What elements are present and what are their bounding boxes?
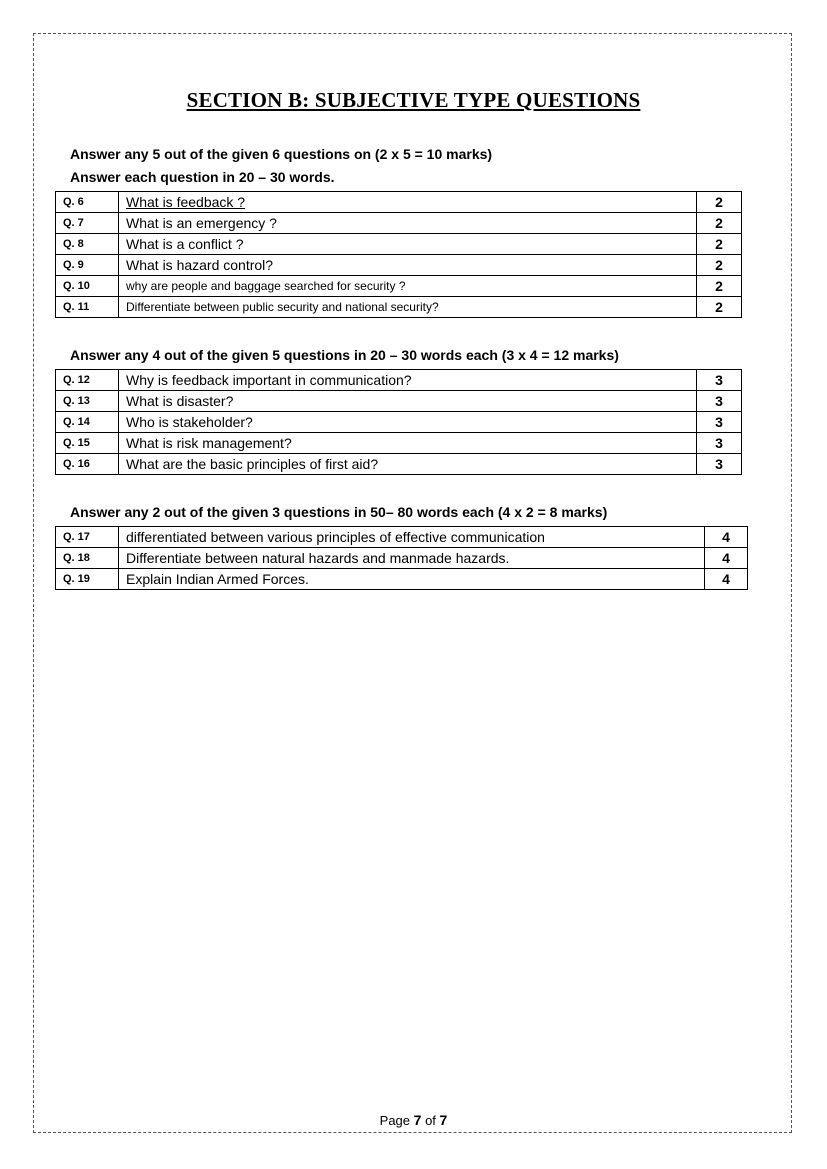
question-number: Q. 6 (56, 192, 119, 213)
question-marks: 2 (697, 297, 742, 318)
question-marks: 3 (697, 454, 742, 475)
table-row (56, 548, 748, 569)
part1-instruction-line2: Answer each question in 20 – 30 words. (70, 169, 335, 185)
question-text: Differentiate between natural hazards and manmade hazards. (119, 548, 705, 569)
question-marks: 2 (697, 192, 742, 213)
question-text: differentiated between various principles of effective communication (119, 527, 705, 548)
table-row (56, 569, 748, 590)
question-number: Q. 17 (56, 527, 119, 548)
part3-instruction: Answer any 2 out of the given 3 questions in 50– 80 words each (4 x 2 = 8 marks) (70, 504, 608, 520)
table-row (56, 454, 742, 475)
question-number: Q. 19 (56, 569, 119, 590)
table-row (56, 433, 742, 454)
page-label: Page (379, 1113, 411, 1128)
question-number: Q. 12 (56, 370, 119, 391)
part1-question-table (55, 191, 742, 318)
section-title: SECTION B: SUBJECTIVE TYPE QUESTIONS (186, 88, 641, 112)
table-row (56, 255, 742, 276)
question-marks: 2 (697, 276, 742, 297)
table-row (56, 412, 742, 433)
table-row (56, 276, 742, 297)
question-text: why are people and baggage searched for security ? (119, 276, 697, 297)
question-text: What is disaster? (119, 391, 697, 412)
question-text: Explain Indian Armed Forces. (119, 569, 705, 590)
part3-question-table (55, 526, 748, 590)
question-marks: 4 (705, 527, 748, 548)
question-text: Why is feedback important in communication? (119, 370, 697, 391)
question-number: Q. 8 (56, 234, 119, 255)
current-page-number: 7 (413, 1112, 422, 1128)
question-number: Q. 18 (56, 548, 119, 569)
table-row (56, 192, 742, 213)
table-row (56, 234, 742, 255)
question-text: What is hazard control? (119, 255, 697, 276)
part2-instruction: Answer any 4 out of the given 5 questions in 20 – 30 words each (3 x 4 = 12 marks) (70, 347, 619, 363)
table-row (56, 297, 742, 318)
question-number: Q. 13 (56, 391, 119, 412)
of-label: of (425, 1113, 436, 1128)
question-number: Q. 15 (56, 433, 119, 454)
question-text-content: What is feedback ? (126, 194, 246, 210)
question-marks: 2 (697, 234, 742, 255)
table-row (56, 391, 742, 412)
question-number: Q. 11 (56, 297, 119, 318)
question-text: What is risk management? (119, 433, 697, 454)
total-pages-number: 7 (439, 1112, 448, 1128)
question-text: Differentiate between public security and national security? (119, 297, 697, 318)
question-marks: 2 (697, 213, 742, 234)
question-number: Q. 14 (56, 412, 119, 433)
question-text (119, 192, 697, 213)
part1-instruction-line1: Answer any 5 out of the given 6 questions on (2 x 5 = 10 marks) (70, 146, 493, 162)
table-row (56, 527, 748, 548)
question-text: What is a conflict ? (119, 234, 697, 255)
question-marks: 4 (705, 548, 748, 569)
table-row (56, 370, 742, 391)
question-number: Q. 10 (56, 276, 119, 297)
question-number: Q. 16 (56, 454, 119, 475)
question-number: Q. 9 (56, 255, 119, 276)
question-marks: 4 (705, 569, 748, 590)
question-marks: 3 (697, 412, 742, 433)
question-text: What are the basic principles of first aid? (119, 454, 697, 475)
question-marks: 3 (697, 391, 742, 412)
question-marks: 2 (697, 255, 742, 276)
question-marks: 3 (697, 370, 742, 391)
page-footer (0, 1112, 827, 1128)
question-marks: 3 (697, 433, 742, 454)
question-text: Who is stakeholder? (119, 412, 697, 433)
table-row (56, 213, 742, 234)
question-text: What is an emergency ? (119, 213, 697, 234)
part2-question-table (55, 369, 742, 475)
question-number: Q. 7 (56, 213, 119, 234)
